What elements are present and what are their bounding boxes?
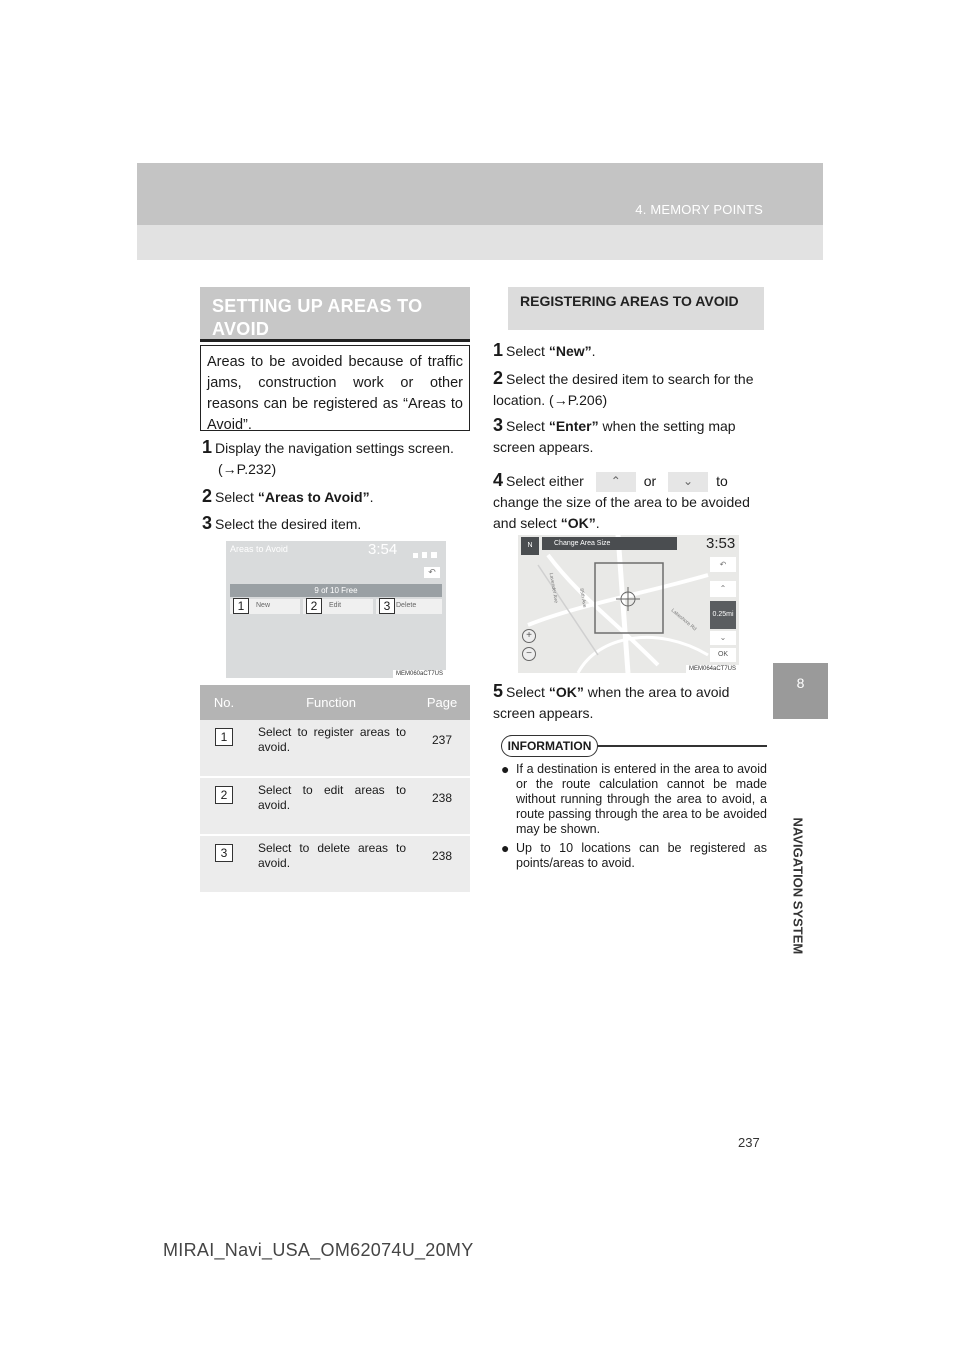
section-heading-registering: REGISTERING AREAS TO AVOID — [508, 287, 764, 330]
map-roads — [518, 535, 739, 673]
screen-clock: 3:54 — [368, 541, 398, 558]
right-step-3: 3 Select “Enter” when the setting map screen appears. — [493, 415, 736, 455]
chevron-down-icon: ⌄ — [668, 472, 708, 492]
step-number: 3 — [202, 513, 213, 533]
scale-indicator: 0.25mi — [710, 601, 736, 629]
chevron-down-icon[interactable]: ⌄ — [710, 631, 736, 645]
step-text: Display the navigation settings screen. — [215, 440, 454, 456]
document-id: MIRAI_Navi_USA_OM62074U_20MY — [163, 1240, 474, 1260]
ui-label: “Areas to Avoid” — [257, 489, 370, 505]
table-row: 3 Select to delete areas to avoid. 238 — [200, 835, 470, 893]
compass-icon[interactable]: N — [521, 537, 539, 555]
delete-button[interactable]: 3 Delete — [376, 599, 442, 614]
table-row: 2 Select to edit areas to avoid. 238 — [200, 777, 470, 835]
map-clock: 3:53 — [706, 535, 736, 552]
change-area-size-screenshot — [518, 535, 739, 673]
info-bullet: ● If a destination is entered in the area to avoid or the route calculation cannot be made without running through the area to avoid, a route passing through the area to be avoided may be shown. — [501, 761, 767, 836]
right-step-2: 2 Select the desired item to search for the location. (→P.206) — [493, 368, 754, 408]
screen-title: Areas to Avoid — [230, 544, 288, 554]
street-label: 85th Ave — [578, 587, 588, 609]
col-header-function: Function — [248, 685, 414, 720]
back-icon[interactable]: ↶ — [424, 567, 440, 578]
zoom-out-icon[interactable]: − — [522, 647, 536, 661]
chevron-up-icon[interactable]: ⌃ — [710, 581, 736, 597]
left-step-1 — [202, 437, 472, 480]
chapter-tab: 8 — [773, 663, 828, 719]
map-title: Change Area Size — [542, 537, 677, 550]
chevron-up-icon: ⌃ — [596, 472, 636, 492]
areas-to-avoid-screenshot — [226, 541, 446, 678]
info-bullet: ● Up to 10 locations can be registered as points/areas to avoid. — [501, 840, 767, 870]
information-badge: INFORMATION — [501, 735, 598, 757]
intro-box: Areas to be avoided because of traffic jams, construction work or other reasons can be registered as “Areas to Avoid”. — [200, 345, 470, 431]
bullet-dot-icon: ● — [501, 761, 510, 777]
right-step-1: 1 Select “New”. — [493, 340, 596, 360]
function-table — [200, 685, 470, 894]
ok-button[interactable]: OK — [710, 648, 736, 662]
step-number: 2 — [202, 486, 213, 506]
section-heading-setting-up: SETTING UP AREAS TO AVOID — [200, 287, 470, 339]
right-step-4: 4 Select either ⌃ or ⌄ to change the size of the area to be avoided and select “OK”. — [493, 470, 750, 532]
street-label: Lakeshore Rd — [669, 607, 698, 633]
edit-button[interactable]: 2 Edit — [303, 599, 373, 614]
free-count-bar: 9 of 10 Free — [230, 584, 442, 597]
zoom-in-icon[interactable]: + — [522, 629, 536, 643]
left-step-3: 3 Select the desired item. — [202, 513, 362, 533]
table-row: 1 Select to register areas to avoid. 237 — [200, 720, 470, 777]
back-icon[interactable]: ↶ — [710, 557, 736, 572]
header-subband — [137, 225, 823, 260]
image-code: MEM060aCT7US — [393, 670, 446, 678]
right-step-5: 5 Select “OK” when the area to avoid screen appears. — [493, 681, 730, 721]
step-number: 1 — [202, 437, 213, 457]
bullet-dot-icon: ● — [501, 840, 510, 856]
image-code: MEM064aCT7US — [686, 665, 739, 673]
col-header-no: No. — [200, 685, 248, 720]
street-label: Lavender Ave — [547, 572, 559, 604]
section-title: 4. MEMORY POINTS — [635, 202, 763, 217]
chapter-title: NAVIGATION SYSTEM — [790, 817, 806, 955]
left-step-2: 2 Select “Areas to Avoid”. — [202, 486, 374, 506]
status-icons — [413, 546, 439, 553]
new-button[interactable]: 1 New — [230, 599, 300, 614]
page-ref: (→P.232) — [218, 461, 277, 477]
page-number: 237 — [738, 1135, 760, 1150]
col-header-page: Page — [414, 685, 470, 720]
